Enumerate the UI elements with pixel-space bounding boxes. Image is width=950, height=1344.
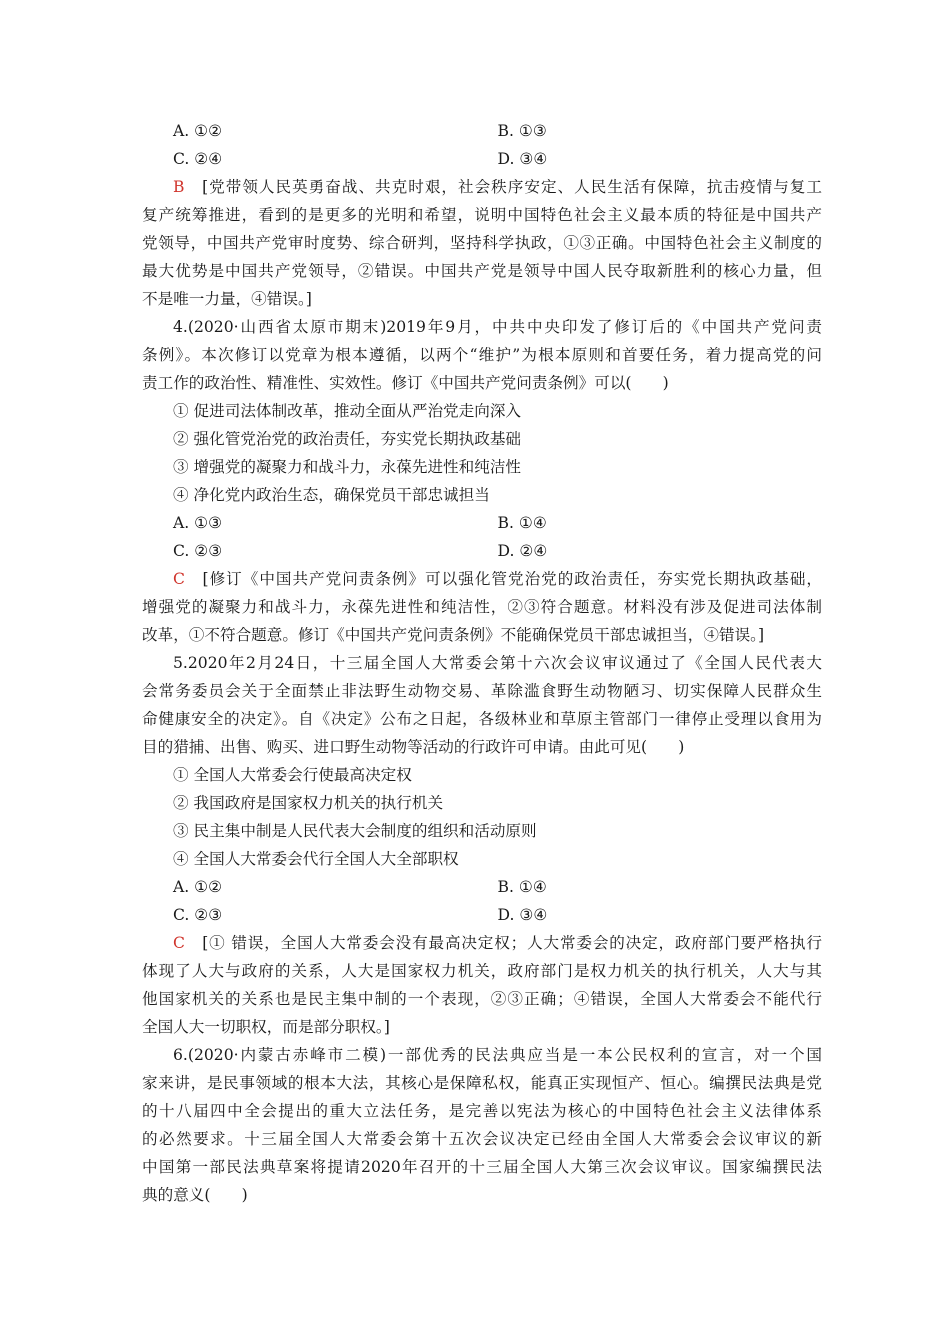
option-d[interactable]: D. ②④	[497, 542, 548, 560]
answer-letter: C	[173, 934, 185, 952]
answer-explanation	[142, 929, 822, 1041]
question-stem-line: 中国第一部民法典草案将提请2020年召开的十三届全国人大第三次会议审议。国家编撰民法	[142, 1158, 822, 1176]
explanation-line: 他国家机关的关系也是民主集中制的一个表现，②③正确；④错误，全国人大常委会不能代行	[142, 990, 822, 1008]
explanation-line: C [① 错误，全国人大常委会没有最高决定权；人大常委会的决定，政府部门要严格执行	[173, 934, 822, 952]
option-b[interactable]: B. ①④	[497, 514, 547, 532]
options-row	[142, 145, 822, 173]
option-d[interactable]: D. ③④	[497, 150, 548, 168]
question-stem-line: 5.2020年2月24日，十三届全国人大常委会第十六次会议审议通过了《全国人民代表大	[173, 654, 822, 672]
question-stem-line: 的十八届四中全会提出的重大立法任务，是完善以宪法为核心的中国特色社会主义法律体系	[142, 1102, 822, 1120]
question-stem-line: 典的意义( )	[142, 1186, 248, 1204]
explanation-line: B [党带领人民英勇奋战、共克时艰，社会秩序安定、人民生活有保障，抗击疫情与复工	[173, 178, 822, 196]
options-row	[142, 901, 822, 929]
options-row	[142, 509, 822, 537]
question-stem-line: 6.(2020·内蒙古赤峰市二模)一部优秀的民法典应当是一本公民权利的宣言，对一个国	[173, 1046, 822, 1064]
statement-3: ③ 增强党的凝聚力和战斗力，永葆先进性和纯洁性	[173, 458, 522, 476]
explanation-line: 全国人大一切职权，而是部分职权。]	[142, 1018, 390, 1036]
answer-explanation	[142, 565, 822, 649]
explanation-line: 最大优势是中国共产党领导，②错误。中国共产党是领导中国人民夺取新胜利的核心力量，但	[142, 262, 822, 280]
option-d[interactable]: D. ③④	[497, 906, 548, 924]
question-stem-line: 责工作的政治性、精准性、实效性。修订《中国共产党问责条例》可以( )	[142, 374, 669, 392]
question-stem-line: 家来讲，是民事领域的根本大法，其核心是保障私权，能真正实现恒产、恒心。编撰民法典是党	[142, 1074, 822, 1092]
option-c[interactable]: C. ②④	[173, 150, 223, 168]
statement-4: ④ 净化党内政治生态，确保党员干部忠诚担当	[173, 486, 490, 504]
answer-letter: B	[173, 178, 185, 196]
question-stem-line: 4.(2020·山西省太原市期末)2019年9月，中共中央印发了修订后的《中国共产党问责	[173, 318, 822, 336]
explanation-line: 增强党的凝聚力和战斗力，永葆先进性和纯洁性，②③符合题意。材料没有涉及促进司法体制	[142, 598, 822, 616]
option-b[interactable]: B. ①③	[497, 122, 547, 140]
explanation-line: C [修订《中国共产党问责条例》可以强化管党治党的政治责任，夯实党长期执政基础，	[173, 570, 822, 588]
statement-1: ① 全国人大常委会行使最高决定权	[173, 766, 412, 784]
question-stem-line: 的必然要求。十三届全国人大常委会第十五次会议决定已经由全国人大常委会会议审议的新	[142, 1130, 822, 1148]
option-a[interactable]: A. ①②	[173, 878, 223, 896]
option-a[interactable]: A. ①②	[173, 122, 223, 140]
question-stem-line: 命健康安全的决定》。自《决定》公布之日起，各级林业和草原主管部门一律停止受理以食用为	[142, 710, 822, 728]
statement-2: ② 强化管党治党的政治责任，夯实党长期执政基础	[173, 430, 522, 448]
question-5	[142, 649, 822, 1041]
statement-4: ④ 全国人大常委会代行全国人大全部职权	[173, 850, 459, 868]
explanation-line: 党领导，中国共产党审时度势、综合研判，坚持科学执政，①③正确。中国特色社会主义制度的	[142, 234, 822, 252]
question-6	[142, 1041, 822, 1209]
statement-3: ③ 民主集中制是人民代表大会制度的组织和活动原则	[173, 822, 537, 840]
document-page	[142, 117, 822, 1209]
options-row	[142, 117, 822, 145]
answer-letter: C	[173, 570, 185, 588]
option-b[interactable]: B. ①④	[497, 878, 547, 896]
question-4	[142, 313, 822, 649]
option-c[interactable]: C. ②③	[173, 542, 223, 560]
option-a[interactable]: A. ①③	[173, 514, 223, 532]
answer-explanation	[142, 173, 822, 313]
question-3	[142, 117, 822, 313]
option-c[interactable]: C. ②③	[173, 906, 223, 924]
question-stem-line: 条例》。本次修订以党章为根本遵循，以两个“维护”为根本原则和首要任务，着力提高党的问	[142, 346, 822, 364]
question-stem-line: 会常务委员会关于全面禁止非法野生动物交易、革除滥食野生动物陋习、切实保障人民群众生	[142, 682, 822, 700]
statement-1: ① 促进司法体制改革，推动全面从严治党走向深入	[173, 402, 522, 420]
explanation-line: 改革，①不符合题意。修订《中国共产党问责条例》不能确保党员干部忠诚担当，④错误。]	[142, 626, 765, 644]
statement-2: ② 我国政府是国家权力机关的执行机关	[173, 794, 444, 812]
options-row	[142, 537, 822, 565]
question-stem-line: 目的猎捕、出售、购买、进口野生动物等活动的行政许可申请。由此可见( )	[142, 738, 685, 756]
explanation-line: 体现了人大与政府的关系，人大是国家权力机关，政府部门是权力机关的执行机关，人大与其	[142, 962, 822, 980]
options-row	[142, 873, 822, 901]
explanation-line: 复产统筹推进，看到的是更多的光明和希望，说明中国特色社会主义最本质的特征是中国共产	[142, 206, 822, 224]
explanation-line: 不是唯一力量，④错误。]	[142, 290, 312, 308]
